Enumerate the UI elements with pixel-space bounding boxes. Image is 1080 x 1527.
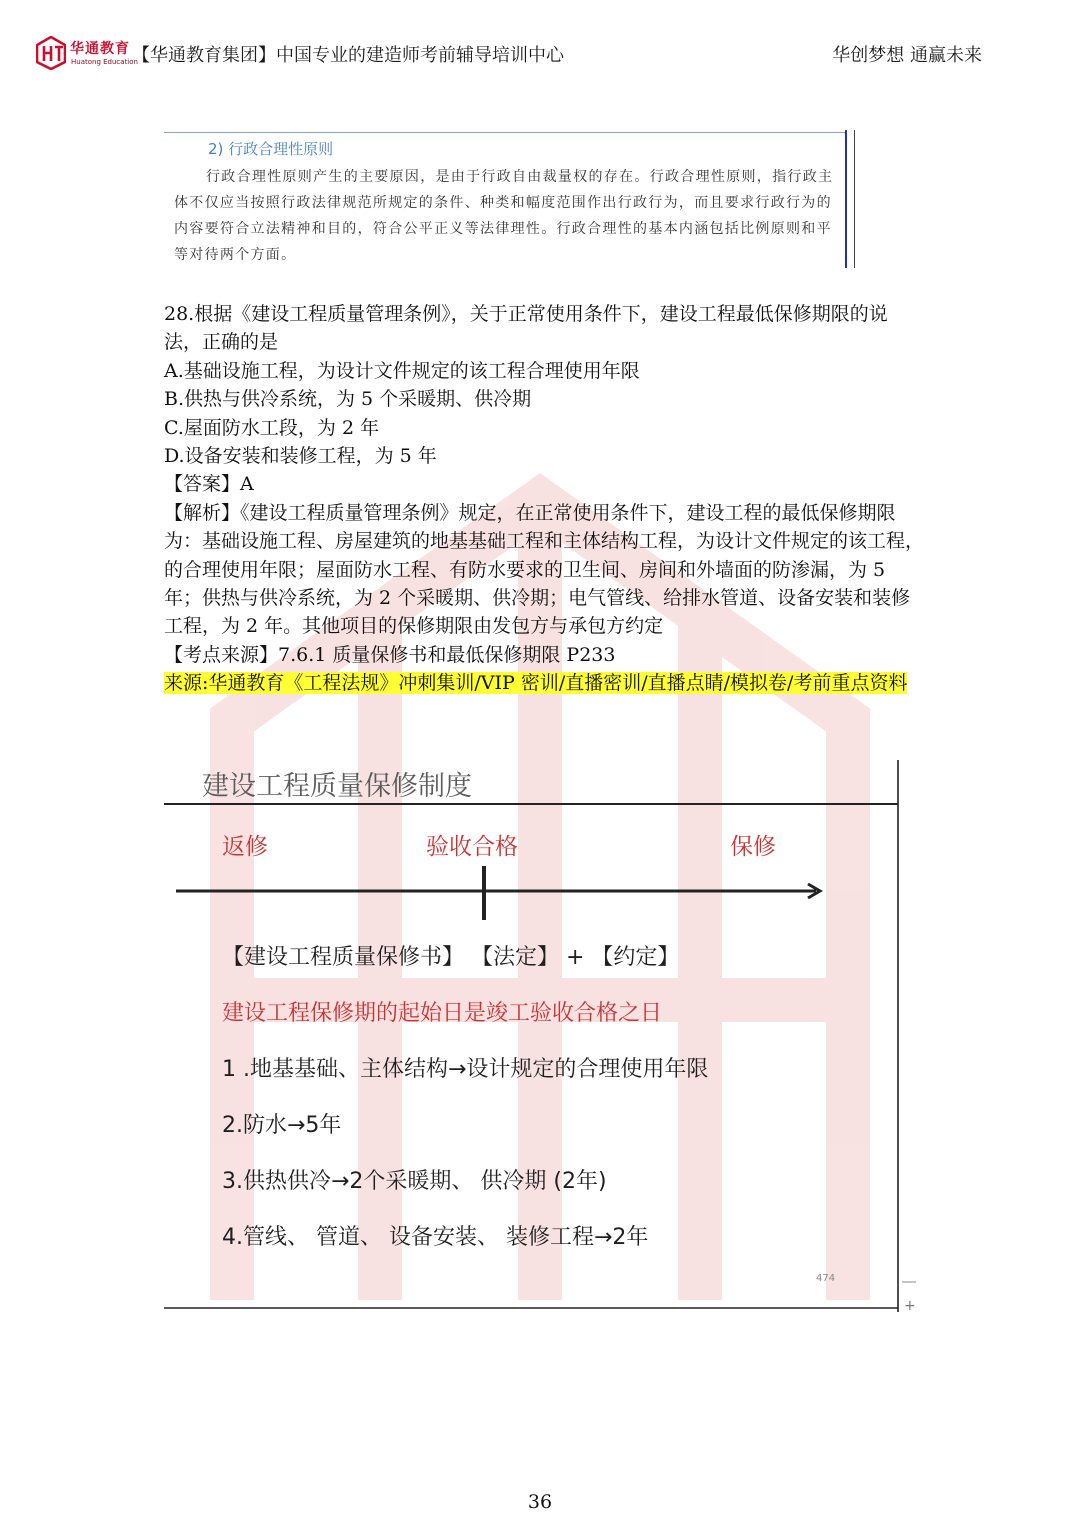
excerpt-top-rule (164, 132, 847, 133)
lecture-slide (164, 760, 924, 1316)
slide-page-number: 474 (816, 1273, 836, 1284)
timeline-arrow (176, 884, 820, 898)
source-point: 【考点来源】7.6.1 质量保修书和最低保修期限 P233 (164, 643, 616, 666)
option-c: C.屋面防水工段，为 2 年 (164, 416, 380, 439)
logo-english-text: Huatong Education (71, 58, 138, 66)
timeline-label-middle: 验收合格 (426, 834, 518, 860)
page-header (36, 34, 1046, 74)
analysis: 【解析】《建设工程质量管理条例》规定，在正常使用条件下，建设工程的最低保修期限为：基础设施工程、房屋建筑的地基基础工程和主体结构工程，为设计文件规定的该工程，的合理使用年限；屋面防水工程、有防水要求的卫生间、房间和外墙面的防渗漏，为 5 年；供热与供冷系统，为 2 个采暖期、供冷期；电气管线、给排水管道、设备安装和装修工程，为 2 年。其他项目的保修期限由发包方与承包方约定 (164, 501, 925, 638)
slide-title: 建设工程质量保修制度 (202, 771, 472, 802)
answer: 【答案】A (164, 473, 254, 496)
question-block (164, 300, 924, 698)
excerpt-right-rule (845, 130, 847, 268)
slide-item-3: 3.供热供冷→2个采暖期、 供冷期 (2年) (222, 1169, 607, 1194)
excerpt-body: 行政合理性原则产生的主要原因，是由于行政自由裁量权的存在。行政合理性原则，指行政主体不仅应当按照行政法律规范所规定的条件、种类和幅度范围作出行政行为，而且要求行政行为的内容要符合立法精神和目的，符合公平正义等法律理性。行政合理性的基本内涵包括比例原则和平等对待两个方面。 (174, 169, 834, 263)
slide-line-start-date: 建设工程保修期的起始日是竣工验收合格之日 (222, 1001, 663, 1026)
header-title: 【华通教育集团】中国专业的建造师考前辅导培训中心 (132, 45, 564, 66)
slide-item-1: 1 .地基基础、主体结构→设计规定的合理使用年限 (222, 1057, 709, 1082)
page-number: 36 (527, 1491, 553, 1513)
slide-item-4: 4.管线、 管道、 设备安装、 装修工程→2年 (222, 1225, 649, 1250)
excerpt-heading: 2) 行政合理性原则 (208, 140, 334, 158)
textbook-excerpt (164, 130, 858, 268)
option-b: B.供热与供冷系统，为 5 个采暖期、供冷期 (164, 388, 532, 411)
timeline-label-left: 返修 (222, 834, 268, 860)
slide-corner-mark: + (904, 1298, 916, 1314)
slide-line-warranty: 【建设工程质量保修书】 【法定】 + 【约定】 (222, 945, 680, 970)
timeline-label-right: 保修 (730, 834, 776, 860)
logo-text: 华通教育 (70, 41, 130, 57)
option-d: D.设备安装和装修工程，为 5 年 (164, 445, 437, 468)
excerpt-right-rule-outer (854, 130, 855, 268)
source-highlight: 来源:华通教育《工程法规》冲刺集训/VIP 密训/直播密训/直播点睛/模拟卷/考前重点资料 (164, 672, 908, 695)
header-slogan: 华创梦想 通赢未来 (832, 45, 982, 66)
huatong-logo-icon (36, 36, 66, 70)
slide-item-2: 2.防水→5年 (222, 1113, 342, 1138)
question-stem: 28.根据《建设工程质量管理条例》，关于正常使用条件下，建设工程最低保修期限的说法，正确的是 (164, 303, 888, 354)
option-a: A.基础设施工程，为设计文件规定的该工程合理使用年限 (164, 359, 640, 382)
